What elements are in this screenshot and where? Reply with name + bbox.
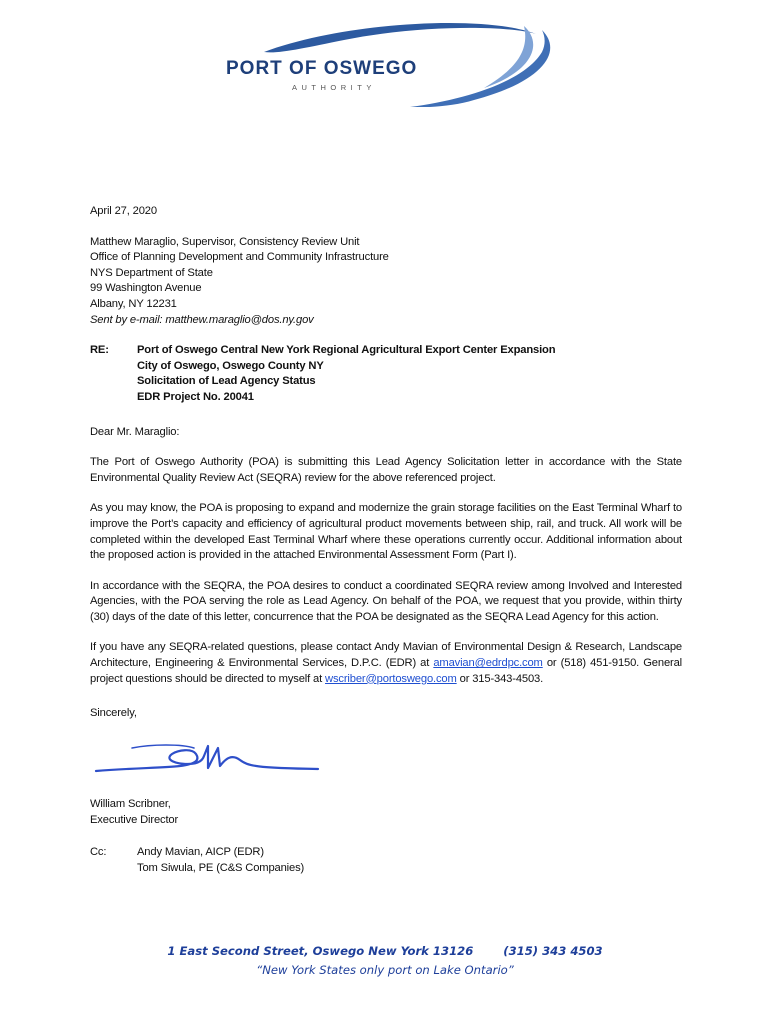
email-link-poa[interactable]: wscriber@portoswego.com: [325, 672, 457, 685]
recipient-email-note: Sent by e-mail: matthew.maraglio@dos.ny.gov: [90, 313, 314, 326]
paragraph-contacts: [90, 640, 682, 687]
logo-title: PORT OF OSWEGO: [226, 58, 418, 79]
subject-line: City of Oswego, Oswego County NY: [137, 359, 324, 372]
subject-line: EDR Project No. 20041: [137, 390, 254, 403]
paragraph-text: or (518) 451-9150. General project questions should be directed to myself at: [90, 657, 683, 685]
signer-name: William Scribner,: [90, 798, 171, 810]
footer-phone: (315) 343 4503: [503, 944, 603, 958]
paragraph-text: If you have any SEQRA-related questions, please contact Andy Mavian of Environmental Design & Research, Landscape Architecture, Engineering & Environmental Services, D.P.C. (EDR) at: [90, 641, 682, 670]
letter-date: April 27, 2020: [90, 205, 157, 217]
cc-recipient: Tom Siwula, PE (C&S Companies): [137, 861, 305, 874]
subject-block: [90, 343, 682, 405]
signer-block: [90, 797, 178, 828]
recipient-line: NYS Department of State: [90, 266, 213, 279]
email-link-edr[interactable]: amavian@edrdpc.com: [433, 657, 543, 670]
cc-block: [90, 845, 304, 876]
logo-subtitle: AUTHORITY: [292, 83, 376, 92]
subject-label: RE:: [90, 344, 109, 357]
port-of-oswego-logo: [224, 12, 554, 107]
recipient-line: Matthew Maraglio, Supervisor, Consistency Review Unit: [90, 235, 360, 248]
paragraph-text: or 315-343-4503.: [456, 672, 544, 685]
subject-line: Solicitation of Lead Agency Status: [137, 375, 316, 388]
salutation: Dear Mr. Maraglio:: [90, 425, 180, 438]
recipient-line: 99 Washington Avenue: [90, 282, 202, 295]
cc-label: Cc:: [90, 846, 107, 858]
footer-motto: “New York States only port on Lake Ontario”: [256, 963, 514, 977]
closing: Sincerely,: [90, 707, 137, 720]
recipient-line: Albany, NY 12231: [90, 297, 177, 310]
letterhead-footer: [0, 942, 770, 980]
recipient-line: Office of Planning Development and Community Infrastructure: [90, 251, 389, 264]
signer-title: Executive Director: [90, 813, 179, 826]
signature: [92, 738, 322, 778]
logo-swoosh-graphic: [224, 12, 554, 107]
paragraph: The Port of Oswego Authority (POA) is submitting this Lead Agency Solicitation letter in accordance with the State Environmental Quality Review Act (SEQRA) review for the above referenced project.: [90, 456, 682, 484]
cc-recipient: Andy Mavian, AICP (EDR): [137, 846, 264, 858]
subject-line: Port of Oswego Central New York Regional Agricultural Export Center Expansion: [137, 344, 556, 357]
recipient-address: [90, 235, 682, 329]
paragraph: In accordance with the SEQRA, the POA desires to conduct a coordinated SEQRA review among Involved and Interested Agencies, with the POA serving the role as Lead Agency. On behalf of the POA, we request that you provide, within thirty (30) days of the date of this letter, concurrence that the POA be designated as the SEQRA Lead Agency for this action.: [90, 579, 682, 623]
paragraph: As you may know, the POA is proposing to expand and modernize the grain storage facilities on the East Terminal Wharf to improve the Port’s capacity and efficiency of agricultural product movements between ship, rail, and truck. All work will be completed within the developed East Terminal Wharf where these operations currently occur. Additional information about the proposed action is provided in the attached Environmental Assessment Form (Part I).: [90, 502, 682, 562]
footer-address: 1 East Second Street, Oswego New York 13126: [167, 944, 474, 958]
letter-body: [90, 204, 682, 722]
